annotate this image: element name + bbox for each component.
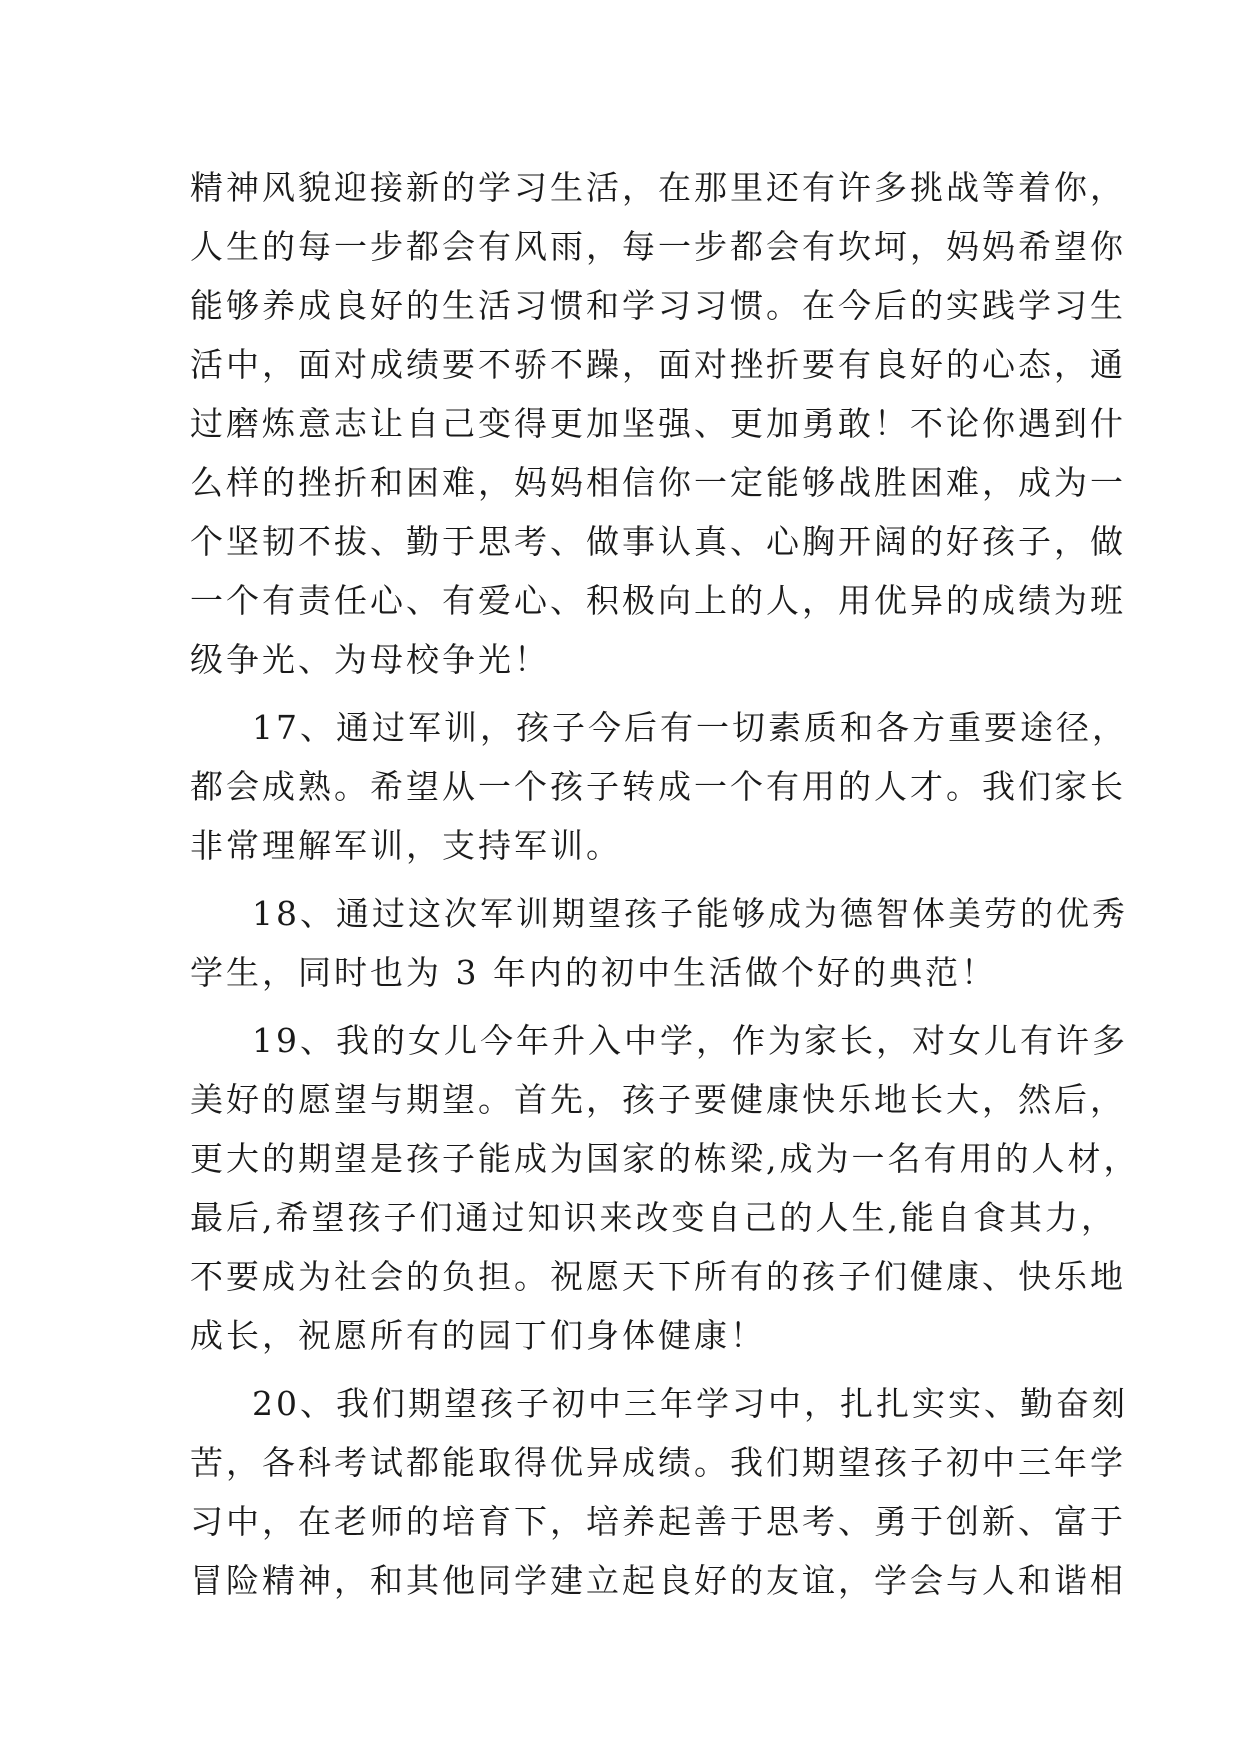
text-line: 冒险精神，和其他同学建立起良好的友谊，学会与人和谐相 bbox=[190, 1561, 1126, 1600]
paragraph-1 bbox=[190, 158, 1126, 689]
text-line: 能够养成良好的生活习惯和学习习惯。在今后的实践学习生 bbox=[190, 286, 1126, 325]
text-line: 最后,希望孩子们通过知识来改变自己的人生,能自食其力， bbox=[190, 1198, 1117, 1237]
text-line: 20、我们期望孩子初中三年学习中，扎扎实实、勤奋刻 bbox=[252, 1384, 1128, 1423]
text-line: 习中，在老师的培育下，培养起善于思考、勇于创新、富于 bbox=[190, 1502, 1126, 1541]
paragraph-17 bbox=[190, 698, 1128, 875]
text-line: 19、我的女儿今年升入中学，作为家长，对女儿有许多 bbox=[252, 1021, 1128, 1060]
paragraph-20 bbox=[190, 1374, 1128, 1610]
text-line: 活中，面对成绩要不骄不躁，面对挫折要有良好的心态，通 bbox=[190, 345, 1126, 384]
paragraph-18 bbox=[190, 884, 1128, 1002]
text-line: 苦，各科考试都能取得优异成绩。我们期望孩子初中三年学 bbox=[190, 1443, 1126, 1482]
text-line: 么样的挫折和困难，妈妈相信你一定能够战胜困难，成为一 bbox=[190, 463, 1126, 502]
text-line: 18、通过这次军训期望孩子能够成为德智体美劳的优秀 bbox=[252, 894, 1128, 933]
text-line: 非常理解军训，支持军训。 bbox=[190, 826, 622, 865]
document-body bbox=[190, 158, 1140, 1610]
text-line: 17、通过军训，孩子今后有一切素质和各方重要途径， bbox=[252, 708, 1128, 747]
text-line: 精神风貌迎接新的学习生活，在那里还有许多挑战等着你， bbox=[190, 168, 1126, 207]
text-line: 成长，祝愿所有的园丁们身体健康！ bbox=[190, 1316, 766, 1355]
text-line: 过磨炼意志让自己变得更加坚强、更加勇敢！不论你遇到什 bbox=[190, 404, 1126, 443]
text-line: 级争光、为母校争光！ bbox=[190, 640, 550, 679]
text-line: 一个有责任心、有爱心、积极向上的人，用优异的成绩为班 bbox=[190, 581, 1126, 620]
text-line: 个坚韧不拔、勤于思考、做事认真、心胸开阔的好孩子，做 bbox=[190, 522, 1126, 561]
text-line: 学生，同时也为 3 年内的初中生活做个好的典范！ bbox=[190, 953, 997, 992]
text-line: 不要成为社会的负担。祝愿天下所有的孩子们健康、快乐地 bbox=[190, 1257, 1126, 1296]
text-line: 美好的愿望与期望。首先，孩子要健康快乐地长大，然后， bbox=[190, 1080, 1126, 1119]
paragraph-19 bbox=[190, 1011, 1140, 1365]
text-line: 都会成熟。希望从一个孩子转成一个有用的人才。我们家长 bbox=[190, 767, 1126, 806]
text-line: 更大的期望是孩子能成为国家的栋梁,成为一名有用的人材， bbox=[190, 1139, 1140, 1178]
text-line: 人生的每一步都会有风雨，每一步都会有坎坷，妈妈希望你 bbox=[190, 227, 1126, 266]
